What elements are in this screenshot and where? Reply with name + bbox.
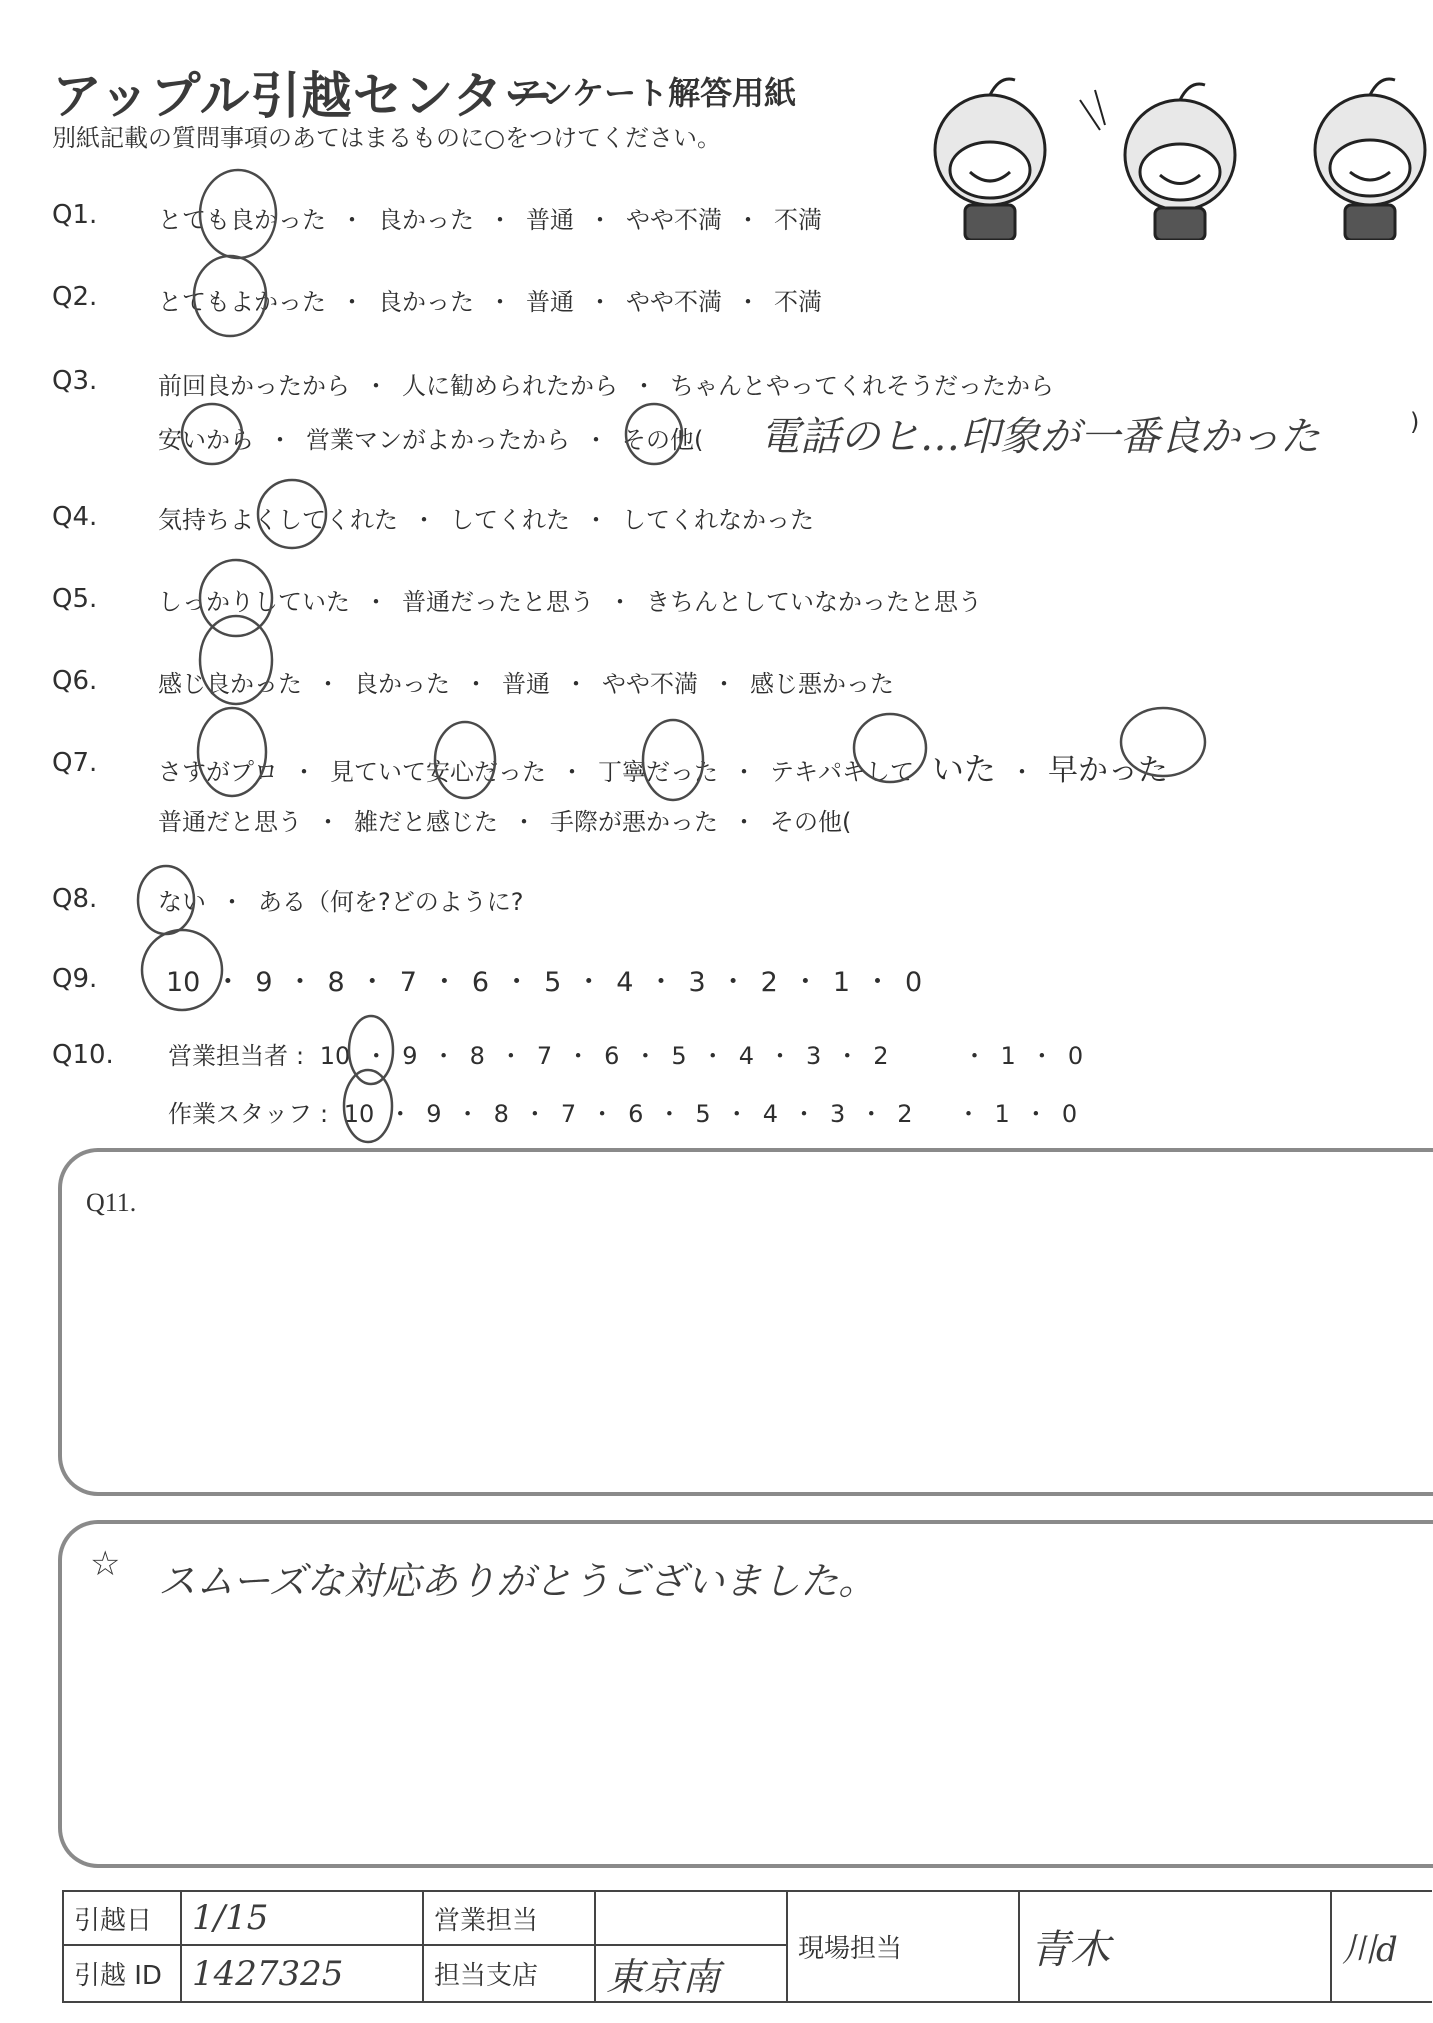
q1-option-5[interactable]: 不満: [774, 206, 822, 234]
q4-label: Q4.: [52, 502, 98, 532]
q7-options-line1: さすがプロ ・ 見ていて安心だった ・ 丁寧だった ・ テキパキして いた ・ 早かった: [158, 750, 1169, 788]
q3-close-paren: ): [1410, 408, 1420, 436]
move-id-label: 引越 ID: [63, 1945, 181, 2002]
site-label: 現場担当: [787, 1891, 1019, 2002]
q3-option-4[interactable]: 安いから: [158, 426, 254, 454]
q3-option-2[interactable]: 人に勧められたから: [402, 372, 618, 400]
q10-staff-value[interactable]: 8: [493, 1100, 509, 1128]
sales-label: 営業担当: [423, 1891, 595, 1945]
q7-option-other[interactable]: その他(: [770, 808, 852, 836]
q7-option-8[interactable]: 手際が悪かった: [550, 808, 718, 836]
q2-option-1[interactable]: とてもよかった: [158, 288, 326, 316]
q3-options-line2: 安いから ・ 営業マンがよかったから ・ その他(: [158, 426, 704, 454]
q6-option-5[interactable]: 感じ悪かった: [750, 670, 894, 698]
q7-circle-mark: [643, 720, 703, 800]
q10-sales-value[interactable]: 2: [873, 1042, 889, 1070]
q2-label: Q2.: [52, 282, 98, 312]
q8-label: Q8.: [52, 884, 98, 914]
q10-sales-value[interactable]: 4: [738, 1042, 754, 1070]
q10-sales-value[interactable]: 8: [469, 1042, 485, 1070]
q9-value[interactable]: 1: [832, 967, 851, 998]
q10-sales-value[interactable]: 3: [805, 1042, 822, 1070]
q7-circle-mark: [435, 722, 495, 798]
q5-option-3[interactable]: きちんとしていなかったと: [646, 588, 934, 616]
q10-sales-label: 営業担当者: [168, 1042, 288, 1070]
q3-option-3[interactable]: ちゃんとやってくれそう: [670, 372, 934, 400]
q3-options-line1: 前回良かったから ・ 人に勧められたから ・ ちゃんとやってくれそうだったから: [158, 372, 1054, 400]
q6-option-2[interactable]: 良かった: [354, 670, 450, 698]
q6-option-4[interactable]: やや不満: [602, 670, 698, 698]
q10-sales-value[interactable]: 9: [402, 1042, 418, 1070]
brand-title: アップル引越センター: [52, 67, 555, 125]
q9-value[interactable]: 8: [327, 967, 345, 998]
q7-option-7[interactable]: 雑だと感じた: [354, 808, 498, 836]
q6-label: Q6.: [52, 666, 98, 696]
q10-sales-value[interactable]: 6: [604, 1042, 620, 1070]
q10-sales-value[interactable]: 5: [671, 1042, 687, 1070]
q5-circle-mark: [200, 560, 272, 636]
star-icon: ☆: [90, 1546, 121, 1583]
site-value-2[interactable]: 川d: [1331, 1891, 1432, 2002]
q7-option-2[interactable]: 見ていて安心だった: [330, 758, 546, 786]
q10-staff-value[interactable]: 1: [994, 1100, 1010, 1128]
q1-option-2[interactable]: 良かった: [378, 206, 474, 234]
q10-staff-value[interactable]: 5: [695, 1100, 711, 1128]
q1-option-1[interactable]: とても良かった: [158, 206, 326, 234]
q6-circle-mark: [200, 616, 272, 704]
q10-staff-value[interactable]: 0: [1061, 1100, 1078, 1128]
move-date-value[interactable]: 1/15: [181, 1891, 423, 1945]
q10-sales-value[interactable]: 10: [319, 1042, 351, 1070]
q10-staff-value[interactable]: 9: [426, 1100, 442, 1128]
q9-value[interactable]: 4: [616, 967, 634, 998]
q3-option-other[interactable]: その他(: [622, 426, 704, 454]
q10-staff-row: 作業スタッフ : 10 ・ 9 ・ 8 ・ 7 ・ 6 ・ 5 ・ 4 ・ 3 ・ 2 ・ 1 ・ 0: [168, 1100, 1078, 1128]
q7-option-1[interactable]: さすがプロ: [158, 758, 278, 786]
q4-option-1[interactable]: 気持ちよくしてくれた: [158, 506, 398, 534]
q9-value[interactable]: 9: [255, 967, 273, 998]
q2-option-2[interactable]: 良かった: [378, 288, 474, 316]
q9-value[interactable]: 5: [544, 967, 562, 998]
comment-handwriting[interactable]: スムーズな対応ありがとうございました。: [158, 1559, 877, 1603]
sales-value[interactable]: [595, 1891, 787, 1945]
q2-options: とてもよかった ・ 良かった ・ 普通 ・ やや不満 ・ 不満: [158, 288, 822, 316]
q11-label: Q11.: [86, 1188, 137, 1217]
q3-option-5[interactable]: 営業マンがよかったから: [306, 426, 570, 454]
q9-value[interactable]: 2: [760, 967, 778, 998]
q6-option-1[interactable]: 感じ良かった: [158, 670, 302, 698]
move-date-label: 引越日: [63, 1891, 181, 1945]
q1-option-4[interactable]: やや不満: [626, 206, 722, 234]
q3-option-1[interactable]: 前回良かったから: [158, 372, 350, 400]
q8-option-2[interactable]: ある（何を?どのように?: [258, 888, 524, 916]
q9-value[interactable]: 7: [399, 967, 417, 998]
q10-sales-value[interactable]: 0: [1067, 1042, 1084, 1070]
instruction-text: 別紙記載の質問事項のあてはまるものに○をつけてください。: [52, 124, 721, 152]
q10-staff-value[interactable]: 7: [560, 1100, 577, 1128]
q2-option-5[interactable]: 不満: [774, 288, 822, 316]
move-id-value[interactable]: 1427325: [181, 1945, 423, 2002]
q10-staff-value[interactable]: 3: [829, 1100, 846, 1128]
footer-info-table: [62, 1890, 1432, 2003]
q10-staff-circle-mark: [344, 1070, 392, 1142]
q4-options: 気持ちよくしてくれた ・ してくれた ・ してくれなかった: [158, 506, 814, 534]
q4-option-3[interactable]: してくれなかった: [622, 506, 814, 534]
q5-label: Q5.: [52, 584, 98, 614]
q10-staff-value[interactable]: 10: [343, 1100, 375, 1128]
branch-value[interactable]: 東京南: [595, 1945, 787, 2002]
q5-option-2[interactable]: 普通だったと思う: [402, 588, 594, 616]
q10-staff-label: 作業スタッフ: [168, 1100, 312, 1128]
q1-option-3[interactable]: 普通: [526, 206, 574, 234]
q10-staff-value[interactable]: 4: [762, 1100, 778, 1128]
q5-option-1[interactable]: しっかりしていた: [158, 588, 350, 616]
q3-option-3-tail: だったから: [934, 372, 1054, 400]
form-subtitle: アンケート解答用紙: [510, 74, 797, 112]
q10-label: Q10.: [52, 1040, 114, 1070]
q9-value[interactable]: 10: [166, 967, 201, 998]
q3-circle-mark: [182, 404, 242, 464]
q4-circle-mark: [258, 480, 326, 548]
q1-options: とても良かった ・ 良かった ・ 普通 ・ やや不満 ・ 不満: [158, 206, 822, 234]
q10-sales-row: 営業担当者 : 10 ・ 9 ・ 8 ・ 7 ・ 6 ・ 5 ・ 4 ・ 3 ・ 2 ・ 1 ・ 0: [168, 1042, 1084, 1070]
q5-option-3-tail: 思う: [934, 588, 982, 616]
q9-circle-mark: [142, 930, 222, 1010]
q7-options-line2: 普通だと思う ・ 雑だと感じた ・ 手際が悪かった ・ その他(: [158, 808, 852, 836]
q3-other-handwriting[interactable]: 電話のヒ…印象が一番良かった: [760, 414, 1320, 460]
q7-option-3[interactable]: 丁寧だった: [598, 758, 718, 786]
branch-label: 担当支店: [423, 1945, 595, 2002]
q6-option-3[interactable]: 普通: [502, 670, 550, 698]
q8-circle-mark: [138, 866, 194, 934]
q7-circle-mark: [198, 708, 266, 796]
q4-option-2[interactable]: してくれた: [450, 506, 570, 534]
q9-value[interactable]: 3: [688, 967, 706, 998]
q1-circle-mark: [200, 170, 276, 258]
q5-options: しっかりしていた ・ 普通だったと思う ・ きちんとしていなかったと思う: [158, 588, 982, 616]
q7-option-5[interactable]: 早かった: [1048, 753, 1169, 788]
q11-box[interactable]: [58, 1148, 1433, 1496]
q9-label: Q9.: [52, 964, 98, 994]
q2-option-3[interactable]: 普通: [526, 288, 574, 316]
q7-circle-mark: [1121, 708, 1205, 776]
q7-circle-mark: [854, 714, 926, 782]
q3-label: Q3.: [52, 366, 98, 396]
q1-label: Q1.: [52, 200, 98, 230]
q10-sales-value[interactable]: 1: [1000, 1042, 1016, 1070]
q9-scale: 10 ・ 9 ・ 8 ・ 7 ・ 6 ・ 5 ・ 4 ・ 3 ・ 2 ・ 1 ・ 0: [166, 967, 923, 998]
q7-option-4[interactable]: テキパキして: [770, 758, 914, 786]
q7-label: Q7.: [52, 748, 98, 778]
q7-option-6[interactable]: 普通だと思う: [158, 808, 302, 836]
q9-value[interactable]: 6: [471, 967, 490, 998]
q8-option-1[interactable]: ない: [158, 888, 206, 916]
q10-staff-value[interactable]: 6: [628, 1100, 644, 1128]
q6-options: 感じ良かった ・ 良かった ・ 普通 ・ やや不満 ・ 感じ悪かった: [158, 670, 894, 698]
site-value-1[interactable]: 青木: [1019, 1891, 1331, 2002]
q3-other-circle-mark: [626, 404, 682, 464]
comment-box[interactable]: [58, 1520, 1433, 1868]
q2-circle-mark: [194, 256, 266, 336]
q7-option-4-tail: いた: [932, 750, 997, 788]
q2-option-4[interactable]: やや不満: [626, 288, 722, 316]
q8-options: ない ・ ある（何を?どのように?: [158, 888, 524, 916]
q10-sales-value[interactable]: 7: [536, 1042, 553, 1070]
q9-value[interactable]: 0: [905, 967, 923, 998]
q10-staff-value[interactable]: 2: [897, 1100, 913, 1128]
